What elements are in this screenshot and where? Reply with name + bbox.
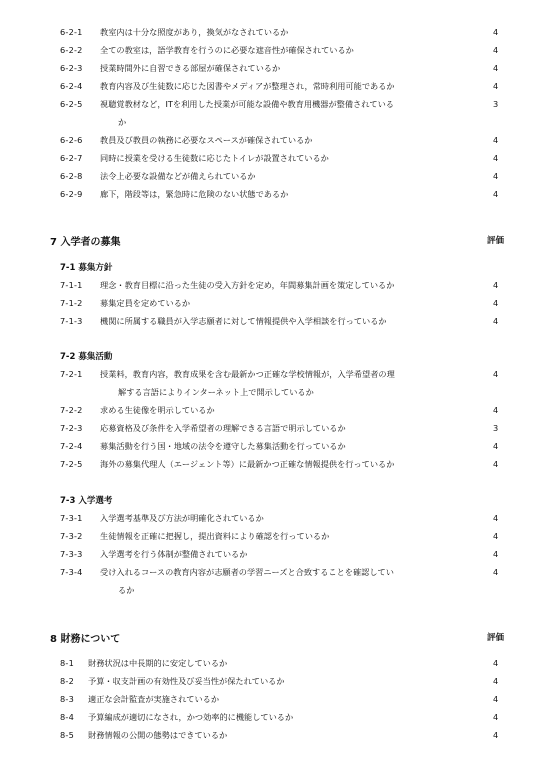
evaluation-header: 評価 [487, 236, 505, 246]
item-text: 受け入れるコースの教育内容が志願者の学習ニーズと合致することを確認してい [100, 567, 394, 577]
item-text: 法令上必要な設備などが備えられているか [100, 171, 256, 181]
item-code: 7-2-4 [60, 441, 83, 451]
item-code: 8-1 [60, 658, 74, 668]
item-text: 応募資格及び条件を入学希望者の理解できる言語で明示しているか [100, 423, 346, 433]
item-rating: 4 [493, 694, 499, 704]
item-code: 6-2-7 [60, 153, 83, 163]
item-text: 求める生徒像を明示しているか [100, 405, 215, 415]
item-text: 廊下，階段等は，緊急時に危険のない状態であるか [100, 189, 289, 199]
item-text: 理念・教育目標に沿った生徒の受入方針を定め，年間募集計画を策定しているか [100, 280, 395, 290]
subsection-title: 7-1 募集方針 [60, 263, 113, 273]
item-text: 財務情報の公開の態勢はできているか [88, 730, 228, 740]
item-text: 海外の募集代理人（エージェント等）に最新かつ正確な情報提供を行っているか [100, 459, 395, 469]
item-rating: 4 [493, 513, 499, 523]
evaluation-header: 評価 [487, 633, 505, 643]
item-code: 8-2 [60, 676, 74, 686]
item-text: 財務状況は中長期的に安定しているか [88, 658, 228, 668]
item-text: 入学選考を行う体制が整備されているか [100, 549, 248, 559]
item-rating: 4 [493, 135, 499, 145]
item-rating: 4 [493, 81, 499, 91]
item-rating: 4 [493, 658, 499, 668]
item-text: 教育内容及び生徒数に応じた図書やメディアが整理され，常時利用可能であるか [100, 81, 395, 91]
item-rating: 4 [493, 712, 499, 722]
item-code: 6-2-4 [60, 81, 83, 91]
item-text: 入学選考基準及び方法が明確化されているか [100, 513, 264, 523]
item-text: 授業料，教育内容，教育成果を含む最新かつ正確な学校情報が，入学希望者の理 [100, 369, 395, 379]
item-code: 8-3 [60, 694, 74, 704]
item-rating: 4 [493, 531, 499, 541]
item-code: 7-1-2 [60, 298, 83, 308]
item-text: 適正な会計監査が実施されているか [88, 694, 220, 704]
item-rating: 4 [493, 153, 499, 163]
item-text: 募集定員を定めているか [100, 298, 191, 308]
item-text-continuation: 解する言語によりインターネット上で開示しているか [118, 387, 314, 397]
item-code: 7-1-1 [60, 280, 83, 290]
item-code: 7-2-2 [60, 405, 83, 415]
item-text: 視聴覚教材など，ITを利用した授業が可能な設備や教育用機器が整備されている [100, 99, 394, 109]
item-rating: 4 [493, 189, 499, 199]
subsection-title: 7-3 入学選考 [60, 496, 113, 506]
item-code: 6-2-2 [60, 45, 83, 55]
item-code: 7-2-1 [60, 369, 83, 379]
item-rating: 4 [493, 45, 499, 55]
item-code: 7-3-3 [60, 549, 83, 559]
item-code: 6-2-8 [60, 171, 83, 181]
item-text: 予算・収支計画の有効性及び妥当性が保たれているか [88, 676, 285, 686]
item-rating: 4 [493, 298, 499, 308]
item-code: 8-4 [60, 712, 74, 722]
item-text-continuation: るか [118, 585, 135, 595]
item-text: 募集活動を行う国・地域の法令を遵守した募集活動を行っているか [100, 441, 346, 451]
item-rating: 4 [493, 405, 499, 415]
item-code: 6-2-3 [60, 63, 83, 73]
item-rating: 4 [493, 567, 499, 577]
item-text: 授業時間外に自習できる部屋が確保されているか [100, 63, 281, 73]
section-title: 7 入学者の募集 [50, 237, 121, 248]
item-text: 機関に所属する職員が入学志願者に対して情報提供や入学相談を行っているか [100, 316, 387, 326]
item-rating: 4 [493, 316, 499, 326]
item-code: 7-2-3 [60, 423, 83, 433]
item-rating: 4 [493, 369, 499, 379]
item-code: 7-3-1 [60, 513, 83, 523]
item-code: 8-5 [60, 730, 74, 740]
item-text: 同時に授業を受ける生徒数に応じたトイレが設置されているか [100, 153, 329, 163]
item-rating: 4 [493, 280, 499, 290]
item-code: 6-2-6 [60, 135, 83, 145]
item-code: 6-2-9 [60, 189, 83, 199]
item-rating: 3 [493, 423, 499, 433]
item-rating: 4 [493, 27, 499, 37]
item-rating: 4 [493, 171, 499, 181]
item-rating: 4 [493, 441, 499, 451]
item-code: 6-2-5 [60, 99, 83, 109]
subsection-title: 7-2 募集活動 [60, 352, 113, 362]
item-text: 教員及び教員の執務に必要なスペースが確保されているか [100, 135, 313, 145]
item-rating: 4 [493, 676, 499, 686]
item-rating: 4 [493, 730, 499, 740]
item-code: 7-2-5 [60, 459, 83, 469]
item-text-continuation: か [118, 117, 127, 127]
item-rating: 4 [493, 549, 499, 559]
item-text: 全ての教室は，語学教育を行うのに必要な遮音性が確保されているか [100, 45, 354, 55]
item-text: 教室内は十分な照度があり，換気がなされているか [100, 27, 289, 37]
section-title: 8 財務について [50, 634, 121, 645]
item-rating: 3 [493, 99, 499, 109]
item-code: 7-1-3 [60, 316, 83, 326]
item-text: 生徒情報を正確に把握し，提出資料により確認を行っているか [100, 531, 330, 541]
item-rating: 4 [493, 63, 499, 73]
item-rating: 4 [493, 459, 499, 469]
item-code: 6-2-1 [60, 27, 83, 37]
item-text: 予算編成が適切になされ，かつ効率的に機能しているか [88, 712, 294, 722]
item-code: 7-3-4 [60, 567, 83, 577]
item-code: 7-3-2 [60, 531, 83, 541]
